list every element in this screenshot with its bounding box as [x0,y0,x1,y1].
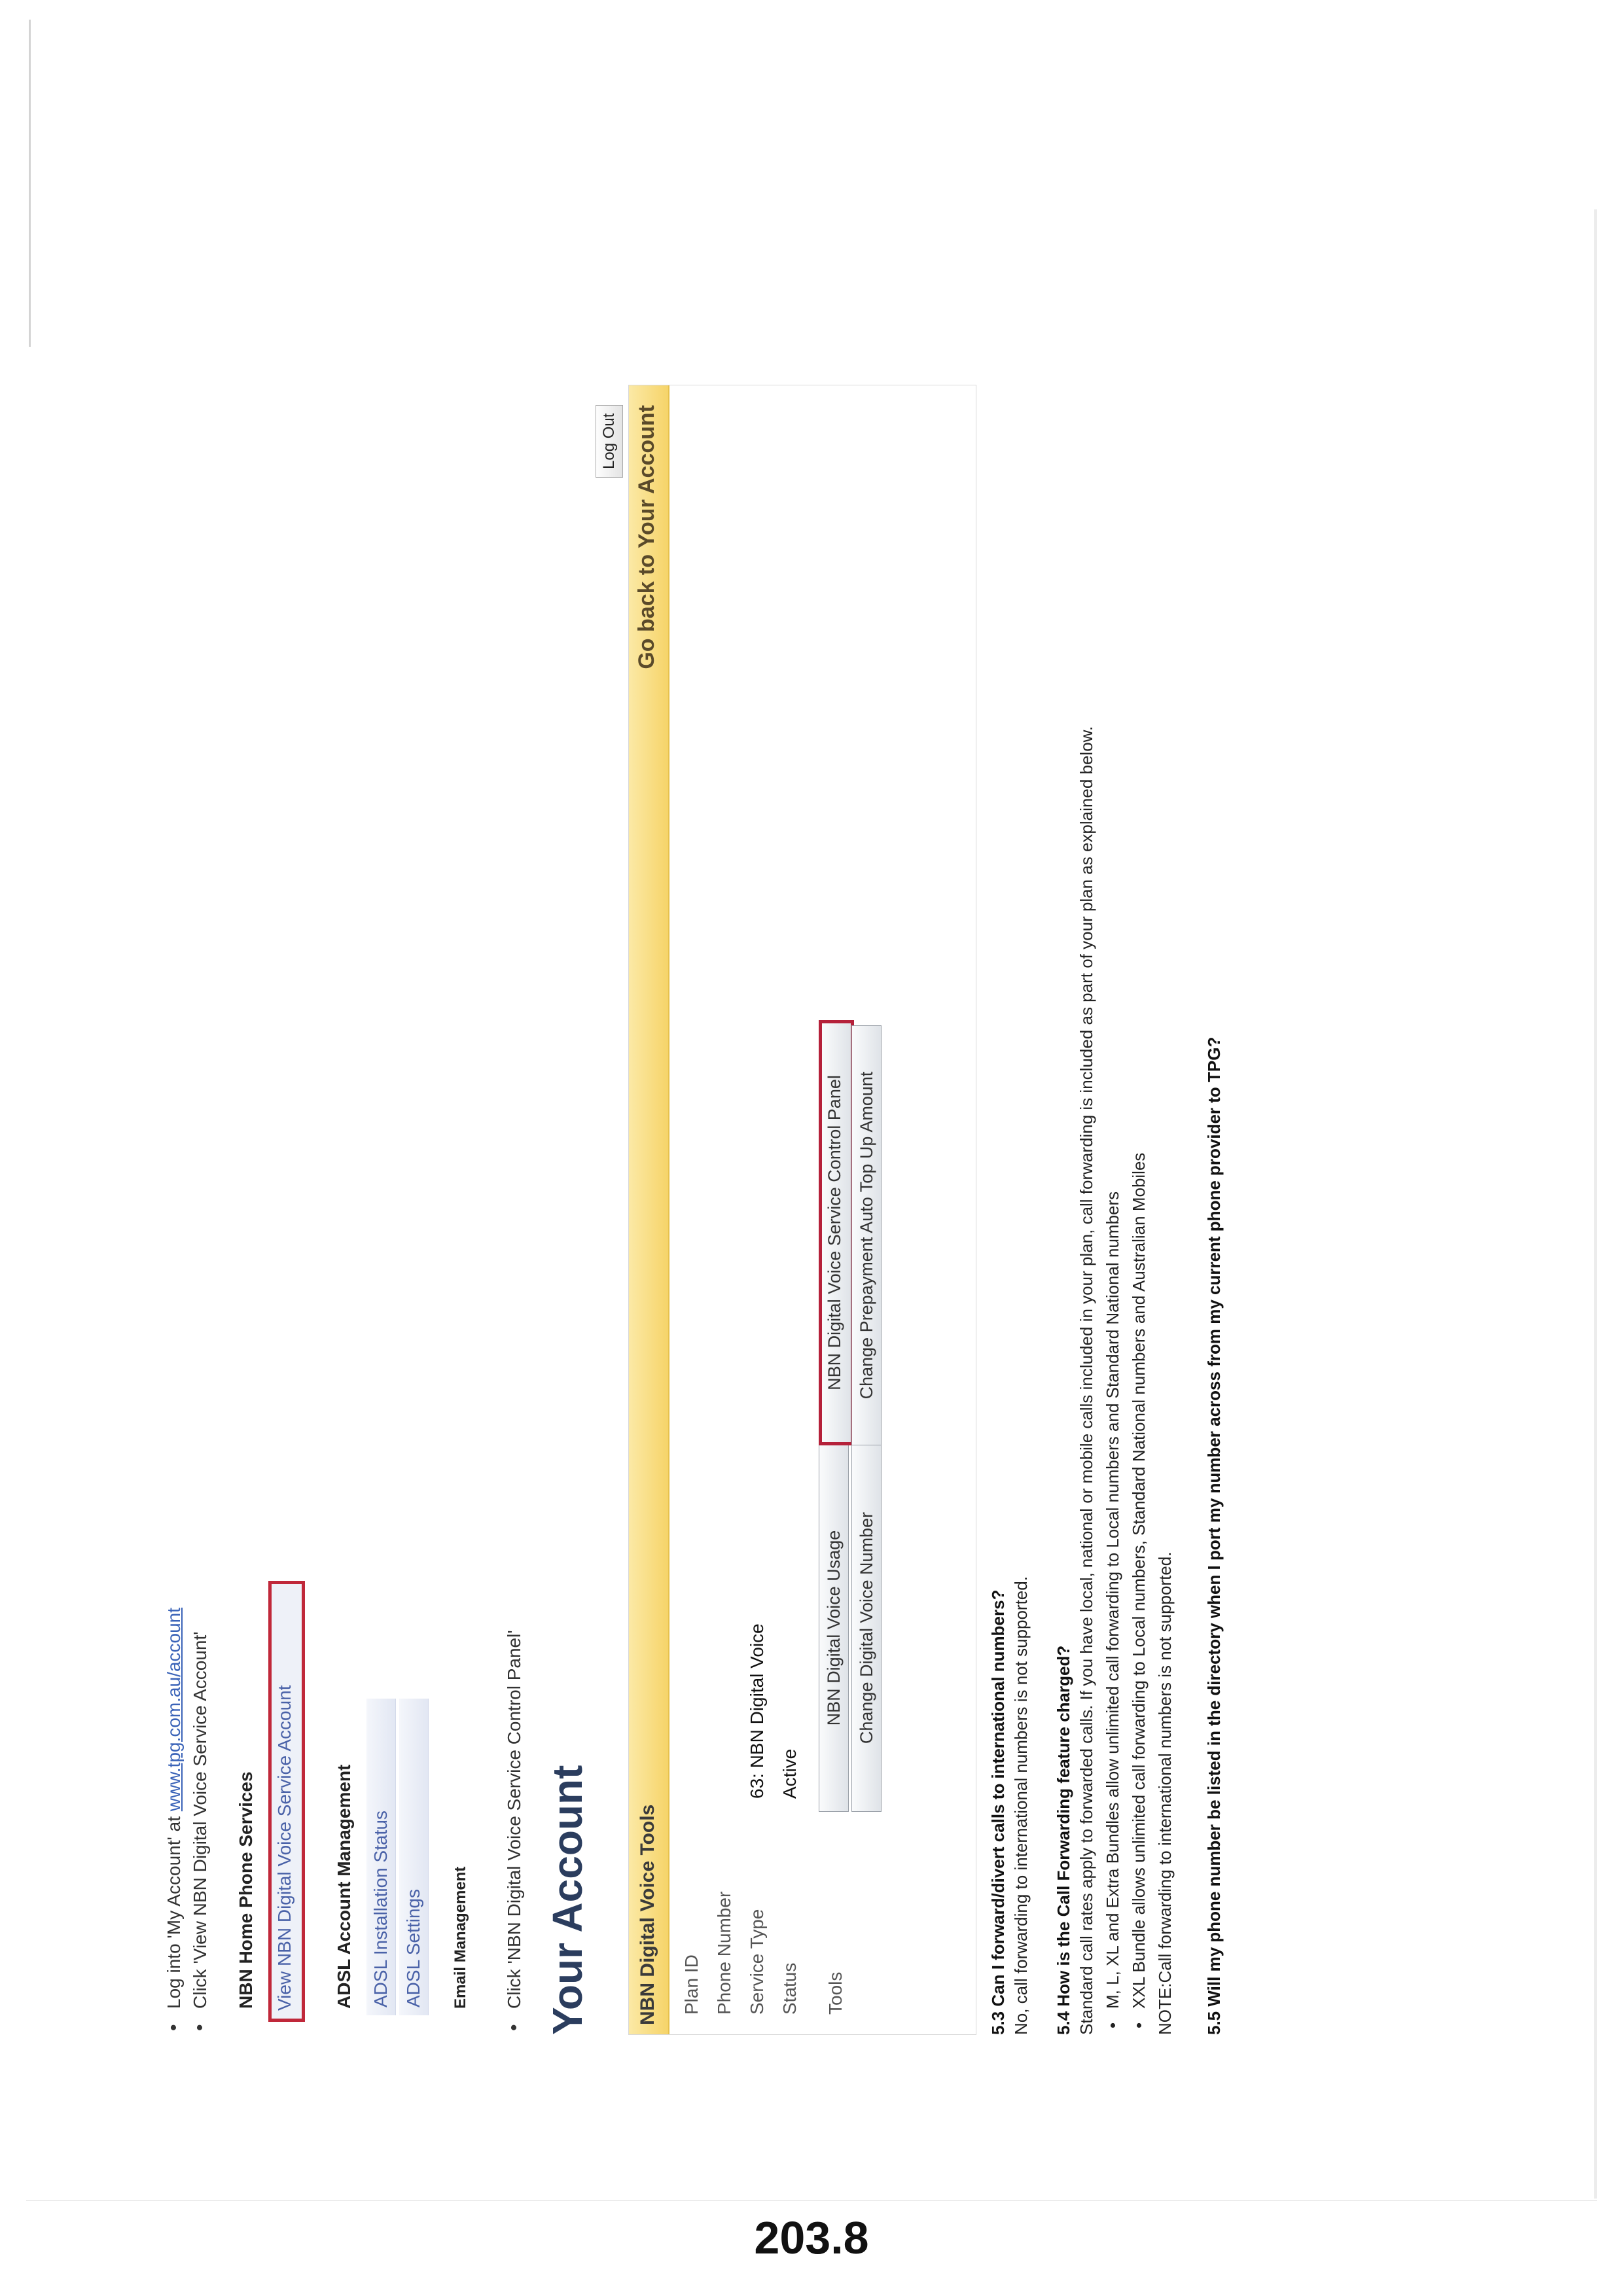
adsl-settings-link[interactable]: ADSL Settings [399,1699,429,2015]
instruction-step-3 [504,1630,525,2009]
instruction-step-2 [190,1631,211,2009]
faq-5-5-question: 5.5 Will my phone number be listed in the directory when I port my number across from my current phone provider to TPG? [1204,1036,1224,2035]
view-nbn-account-link[interactable]: View NBN Digital Voice Service Account [268,1581,305,2022]
your-account-title: Your Account [544,1765,591,2035]
page-number: 203.8 [754,2212,869,2263]
nbn-services-heading: NBN Home Phone Services [236,1771,256,2009]
faq-5-4-question: 5.4 How is the Call Forwarding feature charged? [1054,1645,1073,2035]
voice-usage-button[interactable]: NBN Digital Voice Usage [819,1444,849,1812]
service-type-label: Service Type [747,1909,767,2015]
rotated-page-content [164,347,1459,2035]
instruction-step-1 [164,1608,185,2009]
status-label: Status [779,1962,800,2015]
adsl-management-heading: ADSL Account Management [334,1764,354,2009]
instruction-step-3-text: Click 'NBN Digital Voice Service Control Panel' [504,1630,524,2009]
go-back-link[interactable]: Go back to Your Account [634,405,659,669]
tools-label: Tools [825,1971,846,2015]
faq-5-4-bullet-2: • XXL Bundle allows unlimited call forwarding to Local numbers, Standard National numbers and Australian Mobiles [1129,1153,1149,2009]
panel-header [629,385,669,2034]
account-link[interactable]: www.tpg.com.au/account [164,1607,184,1812]
faq-5-4-bullet-1: • M, L, XL and Extra Bundles allow unlimited call forwarding to Local numbers and Standard National numbers [1103,1192,1123,2009]
panel-title: NBN Digital Voice Tools [637,1804,658,2025]
change-number-button[interactable]: Change Digital Voice Number [851,1444,882,1812]
scan-edge-left [29,20,31,347]
plan-id-label: Plan ID [681,1954,702,2015]
faq-5-4-answer: Standard call rates apply to forwarded calls. If you have local, national or mobile calls included in your plan, call forwarding is included as part of your plan as explained below. [1077,726,1096,2035]
faq-5-4-note: NOTE:Call forwarding to international numbers is not supported. [1155,1551,1175,2035]
faq-5-3-question: 5.3 Can I forward/divert calls to international numbers? [988,1589,1008,2035]
faq-5-3-answer: No, call forwarding to international numbers is not supported. [1011,1576,1031,2035]
instruction-step-2-text: Click 'View NBN Digital Voice Service Account' [190,1631,210,2009]
instruction-step-1-text: Log into 'My Account' at [164,1811,184,2009]
nbn-voice-tools-panel [628,385,976,2035]
logout-button[interactable]: Log Out [596,405,623,478]
phone-number-label: Phone Number [714,1891,734,2015]
top-up-amount-button[interactable]: Change Prepayment Auto Top Up Amount [851,1025,882,1445]
service-type-value: 63: NBN Digital Voice [747,1623,767,1799]
scan-edge-bottom [26,2200,1597,2201]
scan-edge-right [1594,209,1597,2199]
control-panel-button[interactable]: NBN Digital Voice Service Control Panel [819,1020,854,1445]
status-value: Active [779,1748,800,1799]
adsl-installation-status-link[interactable]: ADSL Installation Status [366,1699,396,2015]
email-management-heading: Email Management [452,1866,469,2009]
